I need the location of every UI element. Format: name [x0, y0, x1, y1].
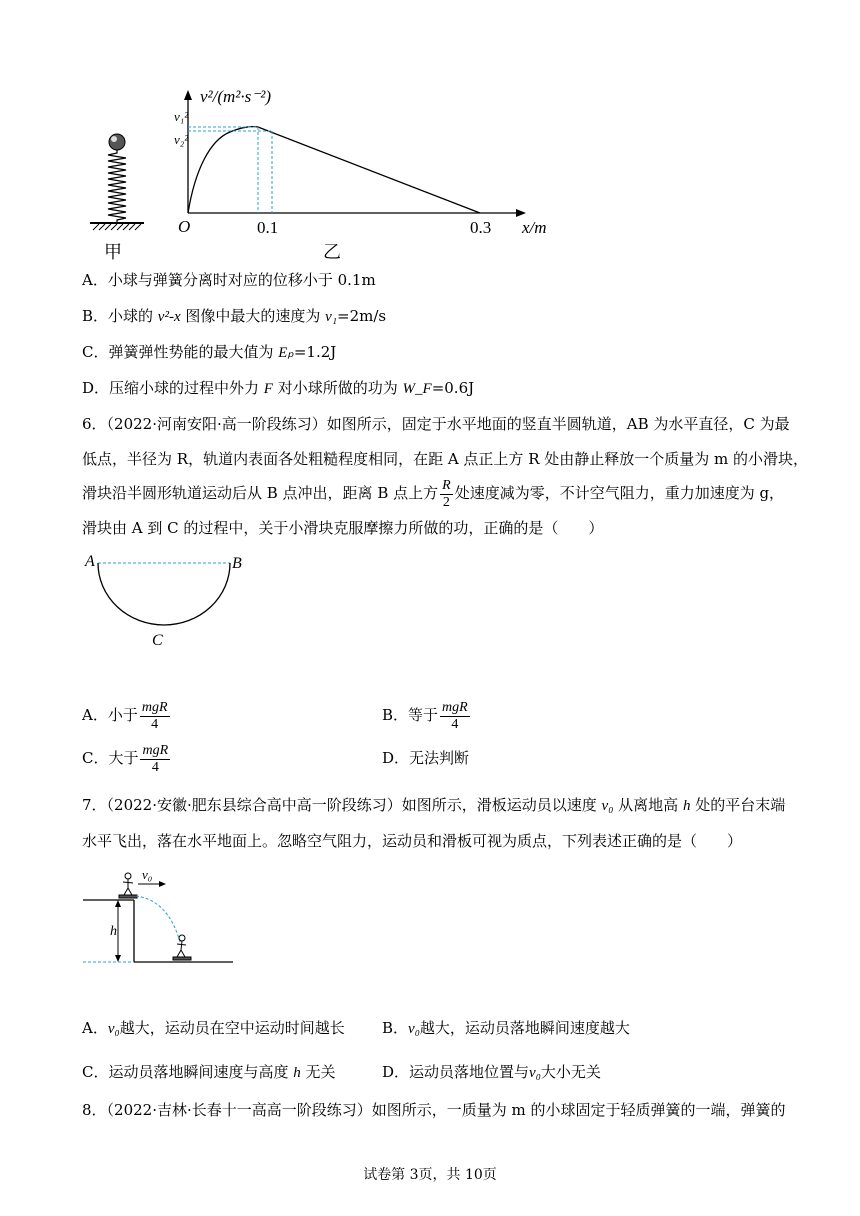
q5-option-c: C．弹簧弹性势能的最大值为 Eₚ=1.2J	[82, 343, 337, 361]
v2-squared-label: v₂²	[174, 132, 189, 147]
q6-stem-line1: 6．（2022·河南安阳·高一阶段练习）如图所示，固定于水平地面的竖直半圆轨道，AB 为水平直径，C 为最	[82, 415, 790, 433]
v2-x-graph	[174, 87, 547, 263]
q5-option-d: D．压缩小球的过程中外力 F 对小球所做的功为 W_F=0.6J	[82, 379, 475, 397]
height-label: h	[110, 924, 117, 939]
skater-top	[119, 873, 137, 898]
q7-option-b: B．v₀越大，运动员落地瞬间速度越大	[382, 1019, 630, 1037]
q7-stem-line1: 7．（2022·安徽·肥东县综合高中高一阶段练习）如图所示，滑板运动员以速度 v₀ 从离地高 h 处的平台末端	[82, 796, 786, 814]
q6-option-c: C．大于 $\frac{\text{mgR}}{4}$	[82, 742, 169, 775]
q6-option-d: D．无法判断	[382, 749, 470, 767]
tick-label-03: 0.3	[470, 218, 492, 237]
label-yi: 乙	[323, 242, 341, 263]
y-axis-label: v²/(m²·s⁻²)	[200, 87, 271, 106]
v1-squared-label: v₁²	[174, 109, 189, 124]
point-a-label: A	[85, 553, 95, 570]
label-jia: 甲	[104, 242, 122, 263]
q7-option-c: C．运动员落地瞬间速度与高度 h 无关	[82, 1063, 336, 1081]
point-c-label: C	[152, 632, 163, 648]
q5-option-a: A．小球与弹簧分离时对应的位移小于 0.1m	[82, 271, 376, 289]
q6-stem-line2: 低点，半径为 R，轨道内表面各处粗糙程度相同，在距 A 点正上方 R 处由静止释放一个质量为 m 的小滑块，	[82, 450, 809, 468]
v0-label: v₀	[142, 867, 153, 882]
origin-label: O	[178, 217, 191, 236]
x-axis-label: x/m	[522, 218, 547, 237]
fraction-r-over-2: $\frac{R}{2}$	[442, 477, 451, 510]
tick-label-01: 0.1	[257, 218, 279, 237]
q5-option-b: B．小球的 v²-x 图像中最大的速度为 v₁=2m/s	[82, 307, 387, 325]
q6-stem-line3: 滑块沿半圆形轨道运动后从 B 点冲出，距离 B 点上方 $\frac{R}{2}$ 处速度减为零，不计空气阻力，重力加速度为 g，	[82, 477, 785, 510]
page-footer: 试卷第 3页，共 10页	[363, 1167, 497, 1183]
spring-apparatus	[90, 134, 144, 230]
q7-option-a: A．v₀越大，运动员在空中运动时间越长	[82, 1019, 345, 1037]
q6-option-b: B．等于 $\frac{\text{mgR}}{4}$	[382, 699, 468, 732]
semicircle-track-figure	[80, 548, 250, 648]
ball	[109, 134, 125, 150]
spring-and-graph-figure	[70, 80, 570, 265]
dashed-guides	[188, 127, 272, 213]
curve	[188, 127, 480, 213]
q6-option-a: A．小于 $\frac{\text{mgR}}{4}$	[82, 699, 168, 732]
q7-option-d: D．运动员落地位置与v₀大小无关	[382, 1063, 601, 1081]
spring-coil	[108, 150, 126, 223]
q6-stem-line4: 滑块由 A 到 C 的过程中，关于小滑块克服摩擦力所做的功，正确的是（ ）	[82, 519, 604, 537]
q7-stem-line2: 水平飞出，落在水平地面上。忽略空气阻力，运动员和滑板可视为质点，下列表述正确的是（ ）	[82, 832, 743, 850]
skater-bottom	[173, 935, 191, 960]
point-b-label: B	[232, 555, 242, 572]
q8-stem-line1: 8．（2022·吉林·长春十一高高一阶段练习）如图所示，一质量为 m 的小球固定于轻质弹簧的一端，弹簧的	[82, 1101, 786, 1119]
skateboarder-figure	[78, 862, 238, 972]
